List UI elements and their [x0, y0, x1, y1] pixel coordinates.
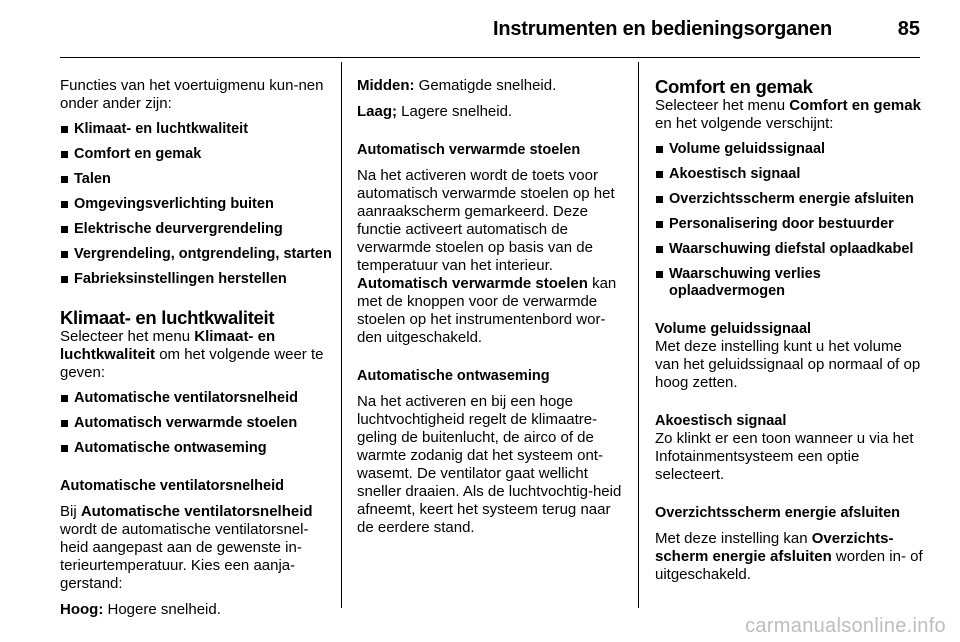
- list-item: Automatisch verwarmde stoelen: [60, 415, 332, 432]
- bullet-square-icon: [61, 226, 68, 233]
- fan-mid: Midden: Gematigde snelheid.: [357, 77, 557, 94]
- list-item: Waarschuwing diefstal oplaadkabel: [655, 241, 923, 258]
- fan-heading: Automatische ventilatorsnelheid: [60, 478, 284, 494]
- volume-text: Met deze instelling kunt u het volume van het geluidssignaal op normaal of op hoog zetten.: [655, 338, 921, 391]
- bullet-square-icon: [656, 271, 663, 278]
- bullet-square-icon: [61, 126, 68, 133]
- column-2: [357, 77, 625, 537]
- list-item: Overzichtsscherm energie afsluiten: [655, 191, 923, 208]
- defog-text: Na het activeren en bij een hoge luchtvochtigheid regelt de klimaatre-geling de buitenlucht, de airco of de warmte zodanig dat het systeem ont-wasemt. De ventilator gaat wellicht sneller draaien. Als de luchtvochtig-heid afneemt, keert het systeem terug naar de eerdere stand.: [357, 393, 622, 536]
- column-divider-1: [341, 62, 342, 608]
- climate-list: [60, 390, 332, 457]
- bullet-square-icon: [656, 171, 663, 178]
- column-1: [60, 77, 332, 619]
- header-divider: [60, 57, 920, 58]
- volume-heading: Volume geluidssignaal: [655, 321, 812, 337]
- bullet-square-icon: [61, 445, 68, 452]
- comfort-intro: Selecteer het menu Comfort en gemak en het volgende verschijnt:: [655, 97, 921, 132]
- list-item: Fabrieksinstellingen herstellen: [60, 271, 332, 288]
- list-item: Automatische ventilatorsnelheid: [60, 390, 332, 407]
- watermark: carmanualsonline.info: [745, 615, 946, 637]
- list-item: Elektrische deurvergrendeling: [60, 221, 332, 238]
- bullet-square-icon: [656, 146, 663, 153]
- column-3: [655, 77, 923, 584]
- energy-screen-text: Met deze instelling kan Overzichts-scherm energie afsluiten worden in- of uitgeschakeld.: [655, 530, 923, 583]
- intro-text: Functies van het voertuigmenu kun-nen onder ander zijn:: [60, 77, 324, 112]
- bullet-square-icon: [61, 251, 68, 258]
- section-title-climate: Klimaat- en luchtkwaliteit: [60, 307, 275, 328]
- fan-text: Bij Automatische ventilatorsnelheid wordt de automatische ventilatorsnel-heid aangepast aan de gewenste in-terieurtemperatuur. Kies een aanja-gerstand:: [60, 503, 313, 592]
- bullet-square-icon: [61, 176, 68, 183]
- bullet-square-icon: [61, 201, 68, 208]
- fan-low: Laag; Lagere snelheid.: [357, 103, 513, 120]
- bullet-square-icon: [61, 276, 68, 283]
- bullet-square-icon: [61, 395, 68, 402]
- bullet-square-icon: [656, 221, 663, 228]
- list-item: Talen: [60, 171, 332, 188]
- seats-heading: Automatisch verwarmde stoelen: [357, 142, 581, 158]
- list-item: Klimaat- en luchtkwaliteit: [60, 121, 332, 138]
- bullet-square-icon: [61, 420, 68, 427]
- acoustic-text: Zo klinkt er een toon wanneer u via het Infotainmentsysteem een optie selecteert.: [655, 430, 914, 483]
- section-title-comfort: Comfort en gemak: [655, 76, 813, 97]
- seats-text: Na het activeren wordt de toets voor automatisch verwarmde stoelen op het aanraakscherm gemarkeerd. Deze functie activeert automatisch de verwarmde stoelen op basis van de temperatuur van het interieur. Automatisch verwarmde stoelen kan met de knoppen voor de verwarmde stoelen op het instrumentenbord wor-den uitgeschakeld.: [357, 167, 617, 346]
- energy-screen-heading: Overzichtsscherm energie afsluiten: [655, 505, 900, 521]
- page-title: Instrumenten en bedieningsorganen: [493, 18, 832, 40]
- defog-heading: Automatische ontwaseming: [357, 368, 550, 384]
- fan-high: Hoog: Hogere snelheid.: [60, 601, 221, 618]
- climate-intro: Selecteer het menu Klimaat- en luchtkwaliteit om het volgende weer te geven:: [60, 328, 324, 381]
- bullet-square-icon: [656, 246, 663, 253]
- menu-list: [60, 121, 332, 288]
- list-item: Personalisering door bestuurder: [655, 216, 923, 233]
- bullet-square-icon: [656, 196, 663, 203]
- list-item: Omgevingsverlichting buiten: [60, 196, 332, 213]
- column-divider-2: [638, 62, 639, 608]
- page-header: [60, 18, 920, 48]
- bullet-square-icon: [61, 151, 68, 158]
- page-number: 85: [897, 18, 920, 40]
- list-item: Akoestisch signaal: [655, 166, 923, 183]
- comfort-list: [655, 141, 923, 300]
- list-item: Vergrendeling, ontgrendeling, starten: [60, 246, 332, 263]
- acoustic-heading: Akoestisch signaal: [655, 413, 787, 429]
- list-item: Automatische ontwaseming: [60, 440, 332, 457]
- list-item: Waarschuwing verlies oplaadvermogen: [655, 266, 923, 300]
- list-item: Comfort en gemak: [60, 146, 332, 163]
- list-item: Volume geluidssignaal: [655, 141, 923, 158]
